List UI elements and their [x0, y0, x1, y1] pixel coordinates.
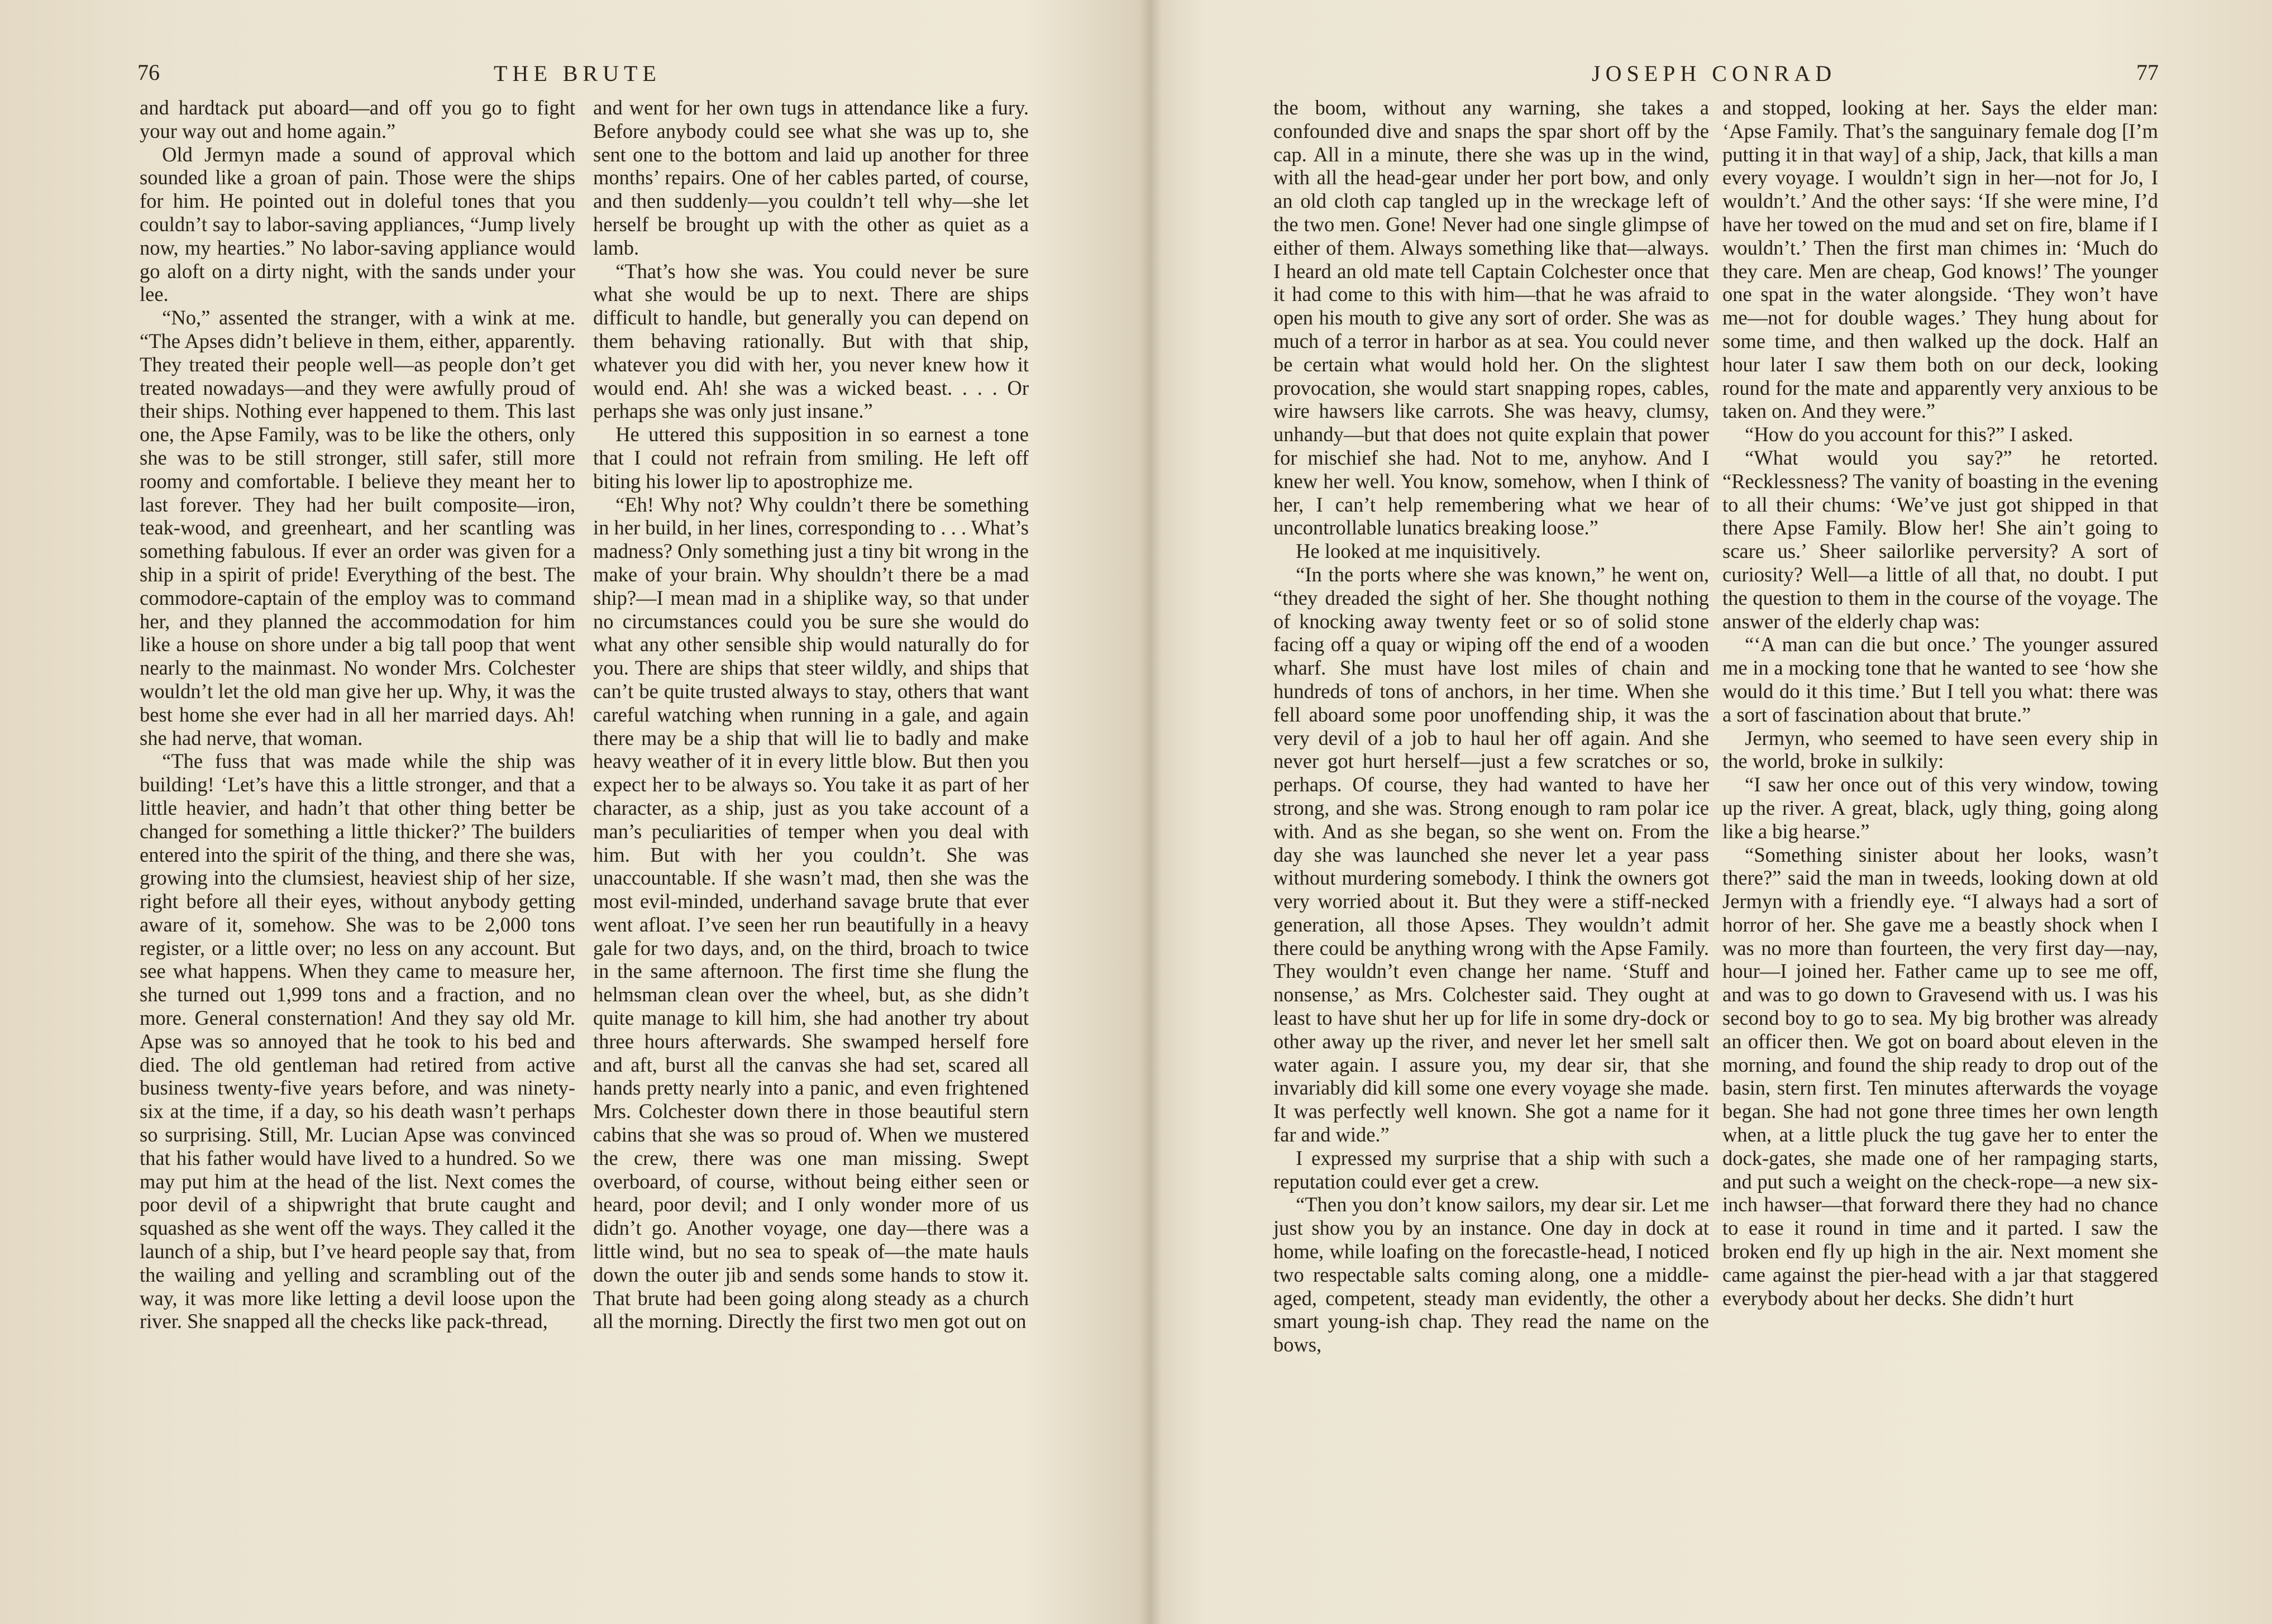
left-column-1 — [140, 96, 575, 1333]
paragraph: and stopped, looking at her. Says the elder man: ‘Apse Family. That’s the sanguinary female dog [I’m putting it in that way] of a ship, Jack, that kills a man every voyage. I wouldn’t sign in her—not for Jo, I wouldn’t.’ And the other says: ‘If she were mine, I’d have her towed on the mud and set on fire, blame if I wouldn’t.’ Then the first man chimes in: ‘Much do they care. Men are cheap, God knows!’ The younger one spat in the water alongside. ‘They won’t have me—not for double wages.’ They hung about for some time, and then walked up the dock. Half an hour later I saw them both on our deck, looking round for the mate and apparently very anxious to be taken on. And they were.” — [1722, 96, 2158, 423]
running-head-right: JOSEPH CONRAD — [1592, 61, 1837, 86]
paragraph: “I saw her once out of this very window, towing up the river. A great, black, ugly thing, going along like a big hearse.” — [1722, 773, 2158, 843]
paragraph: Jermyn, who seemed to have seen every ship in the world, broke in sulkily: — [1722, 726, 2158, 773]
paragraph: He uttered this supposition in so earnest a tone that I could not refrain from smiling. He left off biting his lower lip to apostrophize me. — [593, 423, 1029, 493]
paragraph: “‘A man can die but once.’ The younger assured me in a mocking tone that he wanted to see ‘how she would do it this time.’ But I tell you what: there was a sort of fascination about that brute.” — [1722, 633, 2158, 726]
page-gutter — [1139, 0, 1162, 1624]
paragraph: Old Jermyn made a sound of approval which sounded like a groan of pain. Those were the ships for him. He pointed out in doleful tones that you couldn’t say to labor-saving appliances, “Jump lively now, my hearties.” No labor-saving appliance would go aloft on a dirty night, with the sands under your lee. — [140, 142, 575, 306]
page-number-right: 77 — [2136, 60, 2159, 85]
page-number-left: 76 — [137, 60, 160, 85]
paragraph: “No,” assented the stranger, with a wink at me. “The Apses didn’t believe in them, either, apparently. They treated their people well—as people don’t get treated nowadays—and they were awfully proud of their ships. Nothing ever happened to them. This last one, the Apse Family, was to be like the others, only she was to be still stronger, still safer, still more roomy and comfortable. I believe they meant her to last forever. They had her built composite—iron, teak-wood, and greenheart, and her scantling was something fabulous. If ever an order was given for a ship in a spirit of pride! Everything of the best. The commodore-captain of the employ was to command her, and they planned the accommodation for him like a house on shore under a big tall poop that went nearly to the mainmast. No wonder Mrs. Colchester wouldn’t let the old man give her up. Why, it was the best home she ever had in all her married days. Ah! she had nerve, that woman. — [140, 306, 575, 749]
paragraph: He looked at me inquisitively. — [1296, 539, 1541, 563]
paragraph: “How do you account for this?” I asked. — [1745, 423, 2074, 446]
paragraph: “That’s how she was. You could never be sure what she would be up to next. There are ships difficult to handle, but generally you can depend on them behaving rationally. But with that ship, whatever you did with her, you never knew how it would end. Ah! she was a wicked beast. . . . Or perhaps she was only just insane.” — [593, 259, 1029, 423]
paragraph: and hardtack put aboard—and off you go to fight your way out and home again.” — [140, 96, 575, 142]
right-column-1 — [1273, 96, 1709, 1356]
right-column-2 — [1722, 96, 2158, 1310]
paragraph: I expressed my surprise that a ship with such a reputation could ever get a crew. — [1273, 1146, 1709, 1193]
running-head-left: THE BRUTE — [494, 61, 661, 86]
left-column-2 — [593, 96, 1029, 1333]
paragraph: “Something sinister about her looks, wasn’t there?” said the man in tweeds, looking down at old Jermyn with a friendly eye. “I always had a sort of horror of her. She gave me a beastly shock when I was no more than fourteen, the very first day—nay, hour—I joined her. Father came up to see me off, and was to go down to Gravesend with us. I was his second boy to go to sea. My big brother was already an officer then. We got on board about eleven in the morning, and found the ship ready to drop out of the basin, stern first. Ten minutes afterwards the voyage began. She had not gone three times her own length when, at a little pluck the tug gave her to enter the dock-gates, she made one of her rampaging starts, and put such a weight on the check-rope—a new six-inch hawser—that forward there they had no chance to ease it round in time and it parted. I saw the broken end fly up high in the air. Next moment she came against the pier-head with a jar that staggered everybody about her decks. She didn’t hurt — [1722, 843, 2158, 1310]
paragraph: “Eh! Why not? Why couldn’t there be something in her build, in her lines, corresponding to . . . What’s madness? Only something just a tiny bit wrong in the make of your brain. Why shouldn’t there be a mad ship?—I mean mad in a shiplike way, so that under no circumstances could you be sure she would do what any other sensible ship would naturally do for you. There are ships that steer wildly, and ships that can’t be quite trusted always to stay, others that want careful watching when running in a gale, and again there may be a ship that will lie to badly and make heavy weather of it in every little blow. But then you expect her to be always so. You take it as part of her character, as a ship, just as you take account of a man’s peculiarities of temper when you deal with him. But with her you couldn’t. She was unaccountable. If she wasn’t mad, then she was the most evil-minded, underhand savage brute that ever went afloat. I’ve seen her run beautifully in a heavy gale for two days, and, on the third, broach to twice in the same afternoon. The first time she flung the helmsman clean over the wheel, but, as she didn’t quite manage to kill him, she had another try about three hours afterwards. She swamped herself fore and aft, burst all the canvas she had set, scared all hands pretty nearly into a panic, and even frightened Mrs. Colchester down there in those beautiful stern cabins that she was so proud of. When we mustered the crew, there was one man missing. Swept overboard, of course, without being either seen or heard, poor devil; and I only wonder more of us didn’t go. Another voyage, one day—there was a little wind, but no sea to speak of—the mate hauls down the outer jib and sends some hands to stow it. That brute had been going along steady as a church all the morning. Directly the first two men got out on — [593, 493, 1029, 1333]
paragraph: the boom, without any warning, she takes a confounded dive and snaps the spar short off by the cap. All in a minute, there she was up in the wind, with all the head-gear under her port bow, and only an old cloth cap tangled up in the wreckage left of the two men. Gone! Never had one single glimpse of either of them. Always something like that—always. I heard an old mate tell Captain Colchester once that it had come to this with him—that he was afraid to open his mouth to give any sort of order. She was as much of a terror in harbor as at sea. You could never be certain what would hold her. On the slightest provocation, she would start snapping ropes, cables, wire hawsers like carrots. She was heavy, clumsy, unhandy—but that does not quite explain that power for mischief she had. Not to me, anyhow. And I knew her well. You know, somehow, when I think of her, I can’t help remembering what we hear of uncontrollable lunatics breaking loose.” — [1273, 96, 1709, 539]
paragraph: “Then you don’t know sailors, my dear sir. Let me just show you by an instance. One day in dock at home, while loafing on the forecastle-head, I noticed two respectable salts coming along, one a middle-aged, competent, steady man evidently, the other a smart young-ish chap. They read the name on the bows, — [1273, 1193, 1709, 1356]
paragraph: “In the ports where she was known,” he went on, “they dreaded the sight of her. She thought nothing of knocking away twenty feet or so of solid stone facing off a quay or wiping off the end of a wooden wharf. She must have lost miles of chain and hundreds of tons of anchors, in her time. When she fell aboard some poor unoffending ship, it was the very devil of a job to haul her off again. And she never got hurt herself—just a few scratches or so, perhaps. Of course, they had wanted to have her strong, and she was. Strong enough to ram polar ice with. And as she began, so she went on. From the day she was launched she never let a year pass without murdering somebody. I think the owners got very worried about it. But they were a stiff-necked generation, all those Apses. They wouldn’t admit there could be anything wrong with the Apse Family. They wouldn’t even change her name. ‘Stuff and nonsense,’ as Mrs. Colchester said. They ought at least to have shut her up for life in some dry-dock or other away up the river, and never let her smell salt water again. I assure you, my dear sir, that she invariably did kill some one every voyage she made. It was perfectly well known. She got a name for it far and wide.” — [1273, 562, 1709, 1147]
paragraph: “The fuss that was made while the ship was building! ‘Let’s have this a little stronger, and that a little heavier, and hadn’t that other thing better be changed for something a little thicker?’ The builders entered into the spirit of the thing, and there she was, growing into the clumsiest, heaviest ship of her size, right before all their eyes, without anybody getting aware of it, somehow. She was to be 2,000 tons register, or a little over; no less on any account. But see what happens. When they came to measure her, she turned out 1,999 tons and a fraction, and no more. General consternation! And they say old Mr. Apse was so annoyed that he took to his bed and died. The old gentleman had retired from active business twenty-five years before, and was ninety-six at the time, if a day, so his death wasn’t perhaps so surprising. Still, Mr. Lucian Apse was convinced that his father would have lived to a hundred. So we may put him at the head of the list. Next comes the poor devil of a shipwright that brute caught and squashed as she went off the ways. They called it the launch of a ship, but I’ve heard people say that, from the wailing and yelling and scrambling out of the way, it was more like letting a devil loose upon the river. She snapped all the checks like pack-thread, — [140, 749, 575, 1333]
paragraph: “What would you say?” he retorted. “Recklessness? The vanity of boasting in the evening to all their chums: ‘We’ve just got shipped in that there Apse Family. Blow her! She ain’t going to scare us.’ Sheer sailorlike perversity? A sort of curiosity? Well—a little of all that, no doubt. I put the question to them in the course of the voyage. The answer of the elderly chap was: — [1722, 446, 2158, 633]
paragraph: and went for her own tugs in attendance like a fury. Before anybody could see what she was up to, she sent one to the bottom and laid up another for three months’ repairs. One of her cables parted, of course, and then suddenly—you couldn’t tell why—she let herself be brought up with the other as quiet as a lamb. — [593, 96, 1029, 259]
right-page — [1162, 0, 2272, 1624]
